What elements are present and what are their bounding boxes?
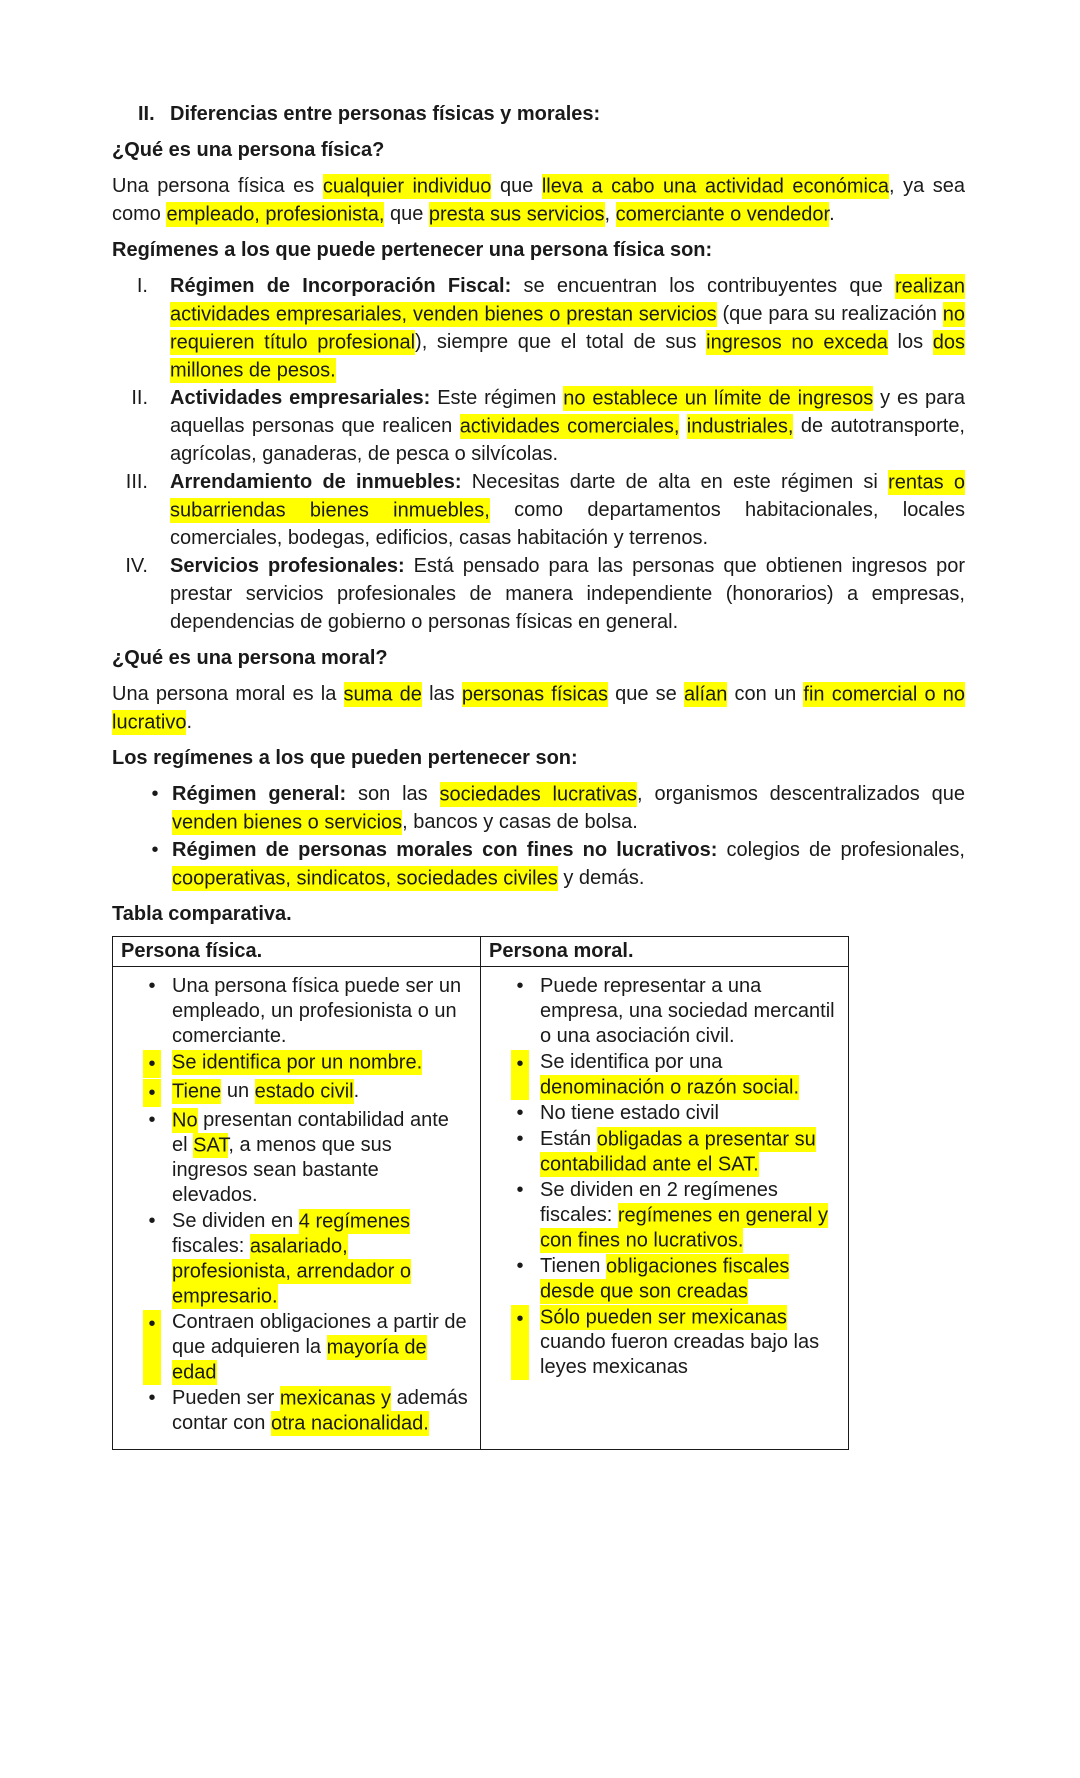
bullet-icon: • <box>516 975 524 997</box>
roman-item-text: Actividades empresariales: Este régimen no establece un límite de ingresos y es para aquellas personas que realicen actividades comerciales, industriales, de autotransporte, agrícolas, ganaderas, de pesca o silvícolas. <box>170 387 966 465</box>
regimenes-fisica-list <box>112 272 965 636</box>
table-list-item <box>113 1209 476 1309</box>
regimenes-moral-list <box>112 780 965 892</box>
bullet-icon: • <box>516 1102 524 1124</box>
table-list-item <box>481 1127 844 1177</box>
bullet-icon: • <box>143 1079 161 1107</box>
roman-item-text: Régimen de Incorporación Fiscal: se encuentran los contribuyentes que realizan actividades empresariales, venden bienes o prestan servicios (que para su realización no requieren título profesional), siempre que el total de sus ingresos no exceda los dos millones de pesos. <box>170 275 965 381</box>
table-item-text: Una persona física puede ser un empleado, un profesionista o un comerciante. <box>172 975 462 1047</box>
table-item-text: Pueden ser mexicanas y además contar con otra nacionalidad. <box>172 1387 468 1434</box>
table-list-item <box>113 1050 476 1078</box>
roman-numeral: III. <box>125 471 148 493</box>
bullet-icon: • <box>516 1255 524 1277</box>
roman-numeral: IV. <box>125 555 148 577</box>
bullet-icon: • <box>148 1387 156 1409</box>
roman-item-text: Arrendamiento de inmuebles: Necesitas darte de alta en este régimen si rentas o subarriendas bienes inmuebles, como departamentos habitacionales, locales comerciales, bodegas, edificios, casas habitación y terrenos. <box>170 471 965 549</box>
bullet-icon: • <box>516 1128 524 1150</box>
bullet-icon: • <box>511 1305 529 1380</box>
regimenes-fisica-heading: Regímenes a los que puede pertenecer una persona física son: <box>112 239 713 261</box>
table-cell-persona-fisica <box>113 967 481 1450</box>
bullet-icon: • <box>151 839 159 861</box>
bullet-icon: • <box>516 1179 524 1201</box>
table-item-text: Están obligadas a presentar su contabilidad ante el SAT. <box>540 1128 816 1175</box>
table-list-item <box>481 1050 844 1100</box>
table-item-text: No presentan contabilidad ante el SAT, a menos que sus ingresos sean bastante elevados. <box>172 1109 449 1206</box>
roman-list-item <box>112 272 965 384</box>
table-list-item <box>113 974 476 1049</box>
table-list-item <box>481 974 844 1049</box>
table-header-persona-moral: Persona moral. <box>481 937 849 967</box>
table-list-item <box>113 1310 476 1385</box>
bullet-icon: • <box>143 1310 161 1385</box>
table-header-persona-fisica: Persona física. <box>113 937 481 967</box>
roman-numeral: I. <box>136 275 148 297</box>
table-item-text: Se identifica por una denominación o razón social. <box>540 1051 800 1098</box>
bullet-item-text: Régimen general: son las sociedades lucrativas, organismos descentralizados que venden bienes o servicios, bancos y casas de bolsa. <box>172 783 965 833</box>
roman-list-item <box>112 468 965 552</box>
table-item-text: Tiene un estado civil. <box>172 1080 360 1102</box>
bullet-icon: • <box>148 1109 156 1131</box>
section-number: II. <box>138 103 155 125</box>
table-item-text: Contraen obligaciones a partir de que adquieren la mayoría de edad <box>172 1311 467 1383</box>
section-title: Diferencias entre personas físicas y morales: <box>170 103 601 125</box>
roman-item-text: Servicios profesionales: Está pensado para las personas que obtienen ingresos por prestar servicios profesionales de manera independiente (honorarios) a empresas, dependencias de gobierno o personas físicas en general. <box>170 555 965 633</box>
paragraph-persona-moral: Una persona moral es la suma de las personas físicas que se alían con un fin comercial o no lucrativo. <box>112 683 965 733</box>
table-list-item <box>481 1178 844 1253</box>
bullet-icon: • <box>148 1210 156 1232</box>
table-cell-persona-moral <box>481 967 849 1450</box>
table-item-text: Se dividen en 4 regímenes fiscales: asalariado, profesionista, arrendador o empresario. <box>172 1210 412 1307</box>
question-persona-moral-heading: ¿Qué es una persona moral? <box>112 647 388 669</box>
roman-list-item <box>112 552 965 636</box>
table-item-text: Sólo pueden ser mexicanas cuando fueron creadas bajo las leyes mexicanas <box>540 1306 820 1378</box>
table-list-item <box>481 1254 844 1304</box>
section-heading <box>138 100 965 128</box>
tabla-comparativa-heading: Tabla comparativa. <box>112 903 292 925</box>
roman-numeral: II. <box>131 387 148 409</box>
bullet-icon: • <box>511 1050 529 1100</box>
bullet-icon: • <box>151 783 159 805</box>
table-list-item <box>113 1079 476 1107</box>
bullet-icon: • <box>143 1050 161 1078</box>
question-persona-fisica-heading: ¿Qué es una persona física? <box>112 139 385 161</box>
bullet-icon: • <box>148 975 156 997</box>
table-item-text: Puede representar a una empresa, una sociedad mercantil o una asociación civil. <box>540 975 835 1047</box>
comparison-table <box>112 936 849 1450</box>
table-item-text: Tienen obligaciones fiscales desde que son creadas <box>540 1255 790 1302</box>
bullet-item-text: Régimen de personas morales con fines no lucrativos: colegios de profesionales, cooperativas, sindicatos, sociedades civiles y demás. <box>172 839 965 889</box>
table-header-row <box>113 937 849 967</box>
bullet-list-item <box>112 836 965 892</box>
table-item-text: No tiene estado civil <box>540 1102 719 1124</box>
table-item-text: Se identifica por un nombre. <box>172 1051 423 1073</box>
table-list-item <box>481 1101 844 1126</box>
bullet-list-item <box>112 780 965 836</box>
table-body-row <box>113 967 849 1450</box>
roman-list-item <box>112 384 965 468</box>
table-list-item <box>113 1386 476 1436</box>
table-item-text: Se dividen en 2 regímenes fiscales: regímenes en general y con fines no lucrativos. <box>540 1179 828 1251</box>
table-list-item <box>113 1108 476 1208</box>
paragraph-persona-fisica: Una persona física es cualquier individuo que lleva a cabo una actividad económica, ya sea como empleado, profesionista, que presta sus servicios, comerciante o vendedor. <box>112 175 965 225</box>
table-list-item <box>481 1305 844 1380</box>
regimenes-moral-heading: Los regímenes a los que pueden pertenecer son: <box>112 747 578 769</box>
